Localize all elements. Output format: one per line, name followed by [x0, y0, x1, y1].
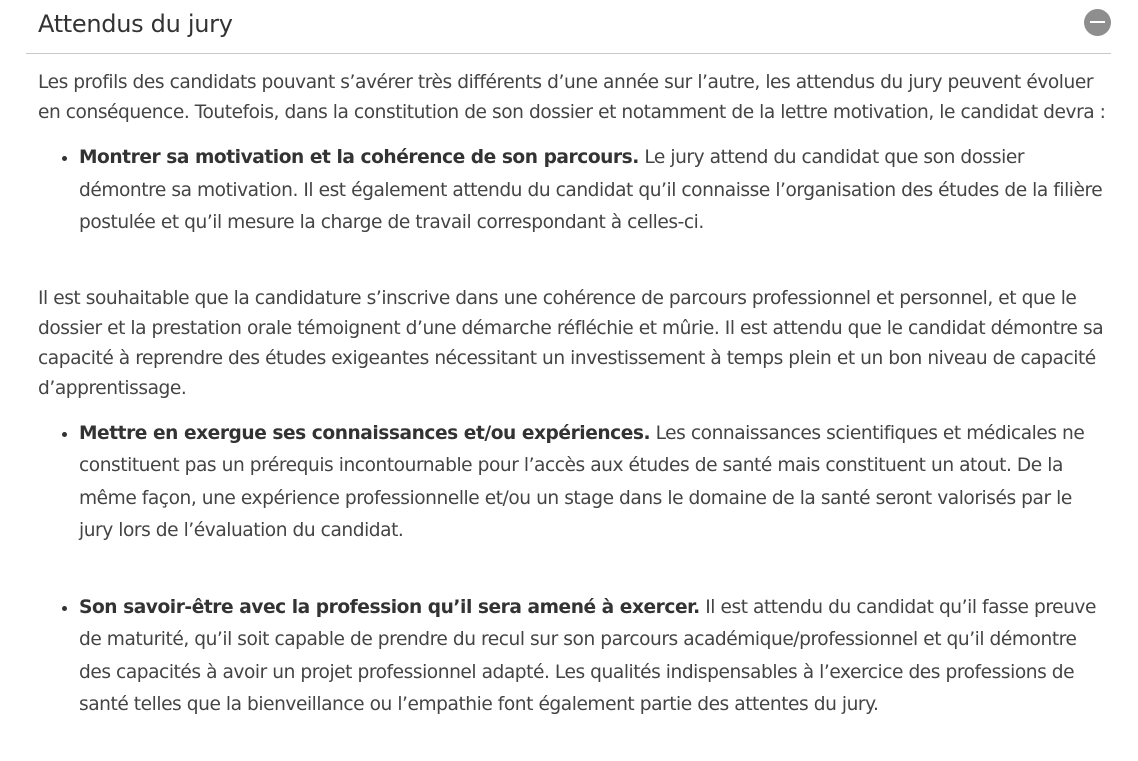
list-item	[79, 418, 1106, 548]
minus-circle-icon[interactable]	[1084, 9, 1111, 36]
list-item	[79, 592, 1106, 722]
accordion-content	[38, 68, 1106, 722]
item-heading: Montrer sa motivation et la cohérence de son parcours.	[79, 147, 639, 168]
criteria-list-2	[38, 418, 1106, 548]
item-heading: Mettre en exergue ses connaissances et/ou expériences.	[79, 422, 651, 444]
accordion-section	[26, 0, 1111, 715]
accordion-header[interactable]	[26, 0, 1111, 54]
section-title: Attendus du jury	[38, 10, 233, 38]
item-text: Le jury attend du candidat que son dossier démontre sa motivation. Il est également attendu du candidat qu’il connaisse l’organisation des études de la filière postulée et qu’il mesure la charge de travail correspondant à celles-ci.	[79, 147, 1103, 233]
item-text: Les connaissances scientifiques et médicales ne constituent pas un prérequis incontournable pour l’accès aux études de santé mais constituent un atout. De la même façon, une expérience professionnelle et/ou un stage dans le domaine de la santé seront valorisés par le jury lors de l’évaluation du candidat.	[79, 422, 1085, 541]
minus-bar	[1090, 21, 1105, 23]
criteria-list-3	[38, 592, 1106, 722]
list-item	[79, 142, 1106, 240]
criteria-list-1	[38, 142, 1106, 240]
middle-paragraph: Il est souhaitable que la candidature s’inscrive dans une cohérence de parcours professionnel et personnel, et que le dossier et la prestation orale témoignent d’une démarche réfléchie et mûrie. Il est attendu que le candidat démontre sa capacité à reprendre des études exigeantes nécessitant un investissement à temps plein et un bon niveau de capacité d’apprentissage.	[38, 287, 1104, 399]
item-text: Il est attendu du candidat qu’il fasse preuve de maturité, qu’il soit capable de prendre du recul sur son parcours académique/professionnel et qu’il démontre des capacités à avoir un projet professionnel adapté. Les qualités indispensables à l’exercice des professions de santé telles que la bienveillance ou l’empathie font également partie des attentes du jury.	[79, 596, 1096, 715]
item-heading: Son savoir-être avec la profession qu’il sera amené à exercer.	[79, 596, 700, 618]
intro-paragraph: Les profils des candidats pouvant s’avérer très différents d’une année sur l’autre, les attendus du jury peuvent évoluer en conséquence. Toutefois, dans la constitution de son dossier et notamment de la lettre motivation, le candidat devra :	[38, 72, 1106, 123]
